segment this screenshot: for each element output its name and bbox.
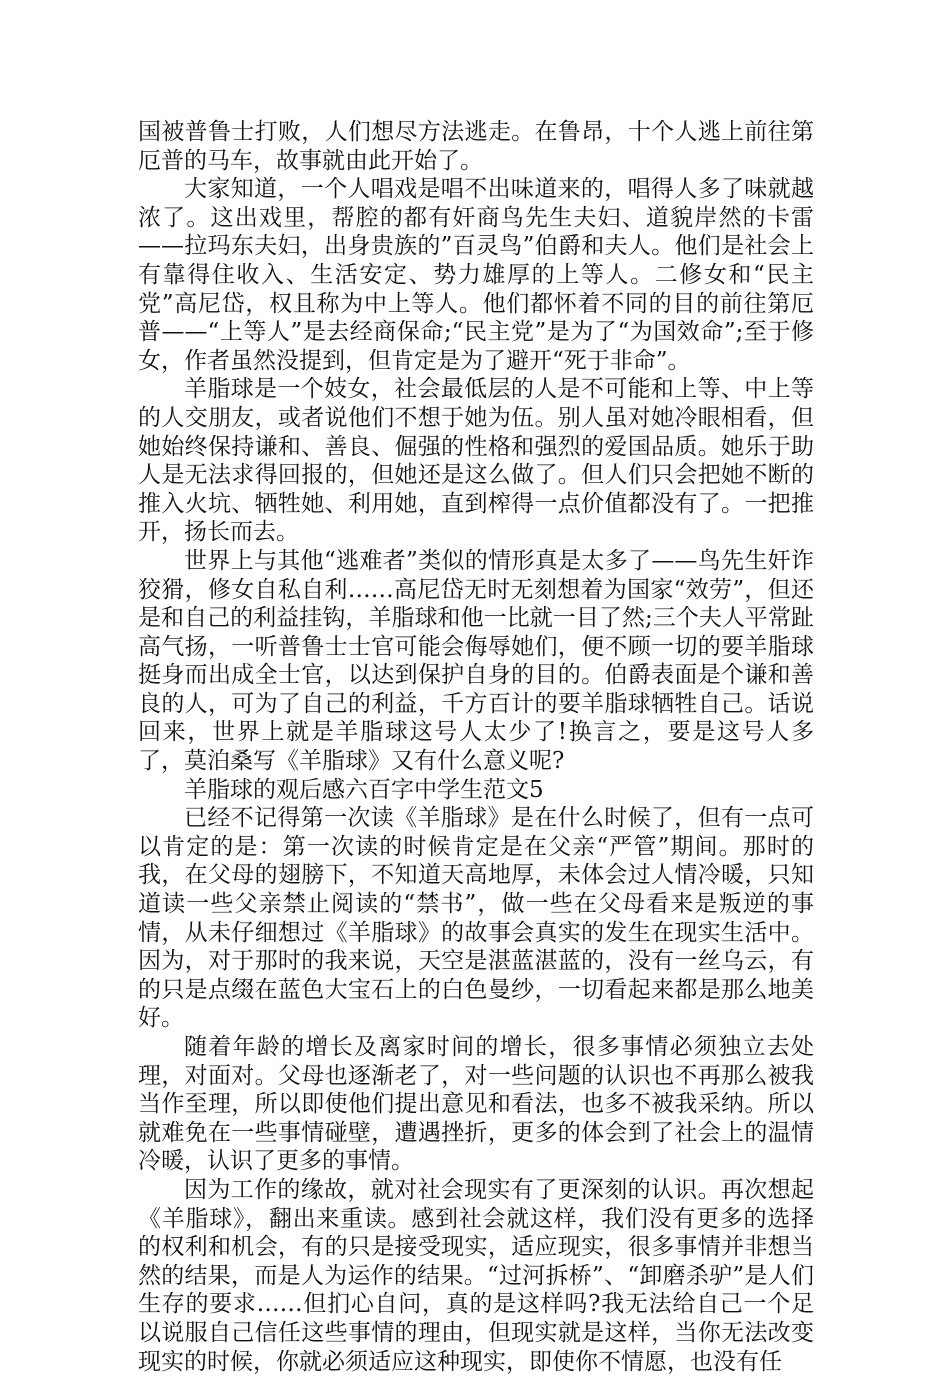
paragraph-2: 大家知道，一个人唱戏是唱不出味道来的，唱得人多了味就越浓了。这出戏里，帮腔的都有奸商鸟先生夫妇、道貌岸然的卡雷——拉玛东夫妇，出身贵族的”百灵鸟”伯爵和夫人。他们是社会上有靠得住收入、生活安定、势力雄厚的上等人。二修女和“民主党”高尼岱，权且称为中上等人。他们都怀着不同的目的前往第厄普——“上等人”是去经商保命;“民主党”是为了“为国效命”;至于修女，作者虽然没提到，但肯定是为了避开“死于非命”。 <box>138 176 814 374</box>
paragraph-4: 世界上与其他“逃难者”类似的情形真是太多了——鸟先生奸诈狡猾，修女自私自利……高尼岱无时无刻想着为国家“效劳”，但还是和自己的利益挂钩，羊脂球和他一比就一目了然;三个夫人平常趾高气扬，一听普鲁士士官可能会侮辱她们，便不顾一切的要羊脂球挺身而出成全士官，以达到保护自身的目的。伯爵表面是个谦和善良的人，可为了自己的利益，千方百计的要羊脂球牺牲自己。话说回来，世界上就是羊脂球这号人太少了!换言之，要是这号人多了，莫泊桑写《羊脂球》又有什么意义呢? <box>138 547 814 775</box>
section-heading: 羊脂球的观后感六百字中学生范文5 <box>184 776 544 803</box>
paragraph-6: 随着年龄的增长及离家时间的增长，很多事情必须独立去处理，对面对。父母也逐渐老了，对一些问题的认识也不再那么被我当作至理，所以即使他们提出意见和看法，也多不被我采纳。所以就难免在一些事情碰壁，遭遇挫折，更多的体会到了社会上的温情冷暖，认识了更多的事情。 <box>138 1034 814 1175</box>
document-body <box>138 118 814 1376</box>
paragraph-1: 国被普鲁士打败，人们想尽方法逃走。在鲁昂，十个人逃上前往第厄普的马车，故事就由此开始了。 <box>138 119 814 174</box>
paragraph-3: 羊脂球是一个妓女，社会最低层的人是不可能和上等、中上等的人交朋友，或者说他们不想于她为伍。别人虽对她冷眼相看，但她始终保持谦和、善良、倔强的性格和强烈的爱国品质。她乐于助人是无法求得回报的，但她还是这么做了。但人们只会把她不断的推入火坑、牺牲她、利用她，直到榨得一点价值都没有了。一把推开，扬长而去。 <box>138 376 814 546</box>
paragraph-7: 因为工作的缘故，就对社会现实有了更深刻的认识。再次想起《羊脂球》，翻出来重读。感到社会就这样，我们没有更多的选择的权利和机会，有的只是接受现实，适应现实，很多事情并非想当然的结果，而是人为运作的结果。“过河拆桥”、“卸磨杀驴”是人们生存的要求……但扪心自问，真的是这样吗?我无法给自己一个足以说服自己信任这些事情的理由，但现实就是这样，当你无法改变现实的时候，你就必须适应这种现实，即使你不情愿，也没有任 <box>138 1176 814 1375</box>
paragraph-5: 已经不记得第一次读《羊脂球》是在什么时候了，但有一点可以肯定的是：第一次读的时候肯定是在父亲“严管”期间。那时的我，在父母的翅膀下，不知道天高地厚，未体会过人情冷暖，只知道读一些父亲禁止阅读的“禁书”，做一些在父母看来是叛逆的事情，从未仔细想过《羊脂球》的故事会真实的发生在现实生活中。因为，对于那时的我来说，天空是湛蓝湛蓝的，没有一丝乌云，有的只是点缀在蓝色大宝石上的白色曼纱，一切看起来都是那么地美好。 <box>138 805 814 1032</box>
